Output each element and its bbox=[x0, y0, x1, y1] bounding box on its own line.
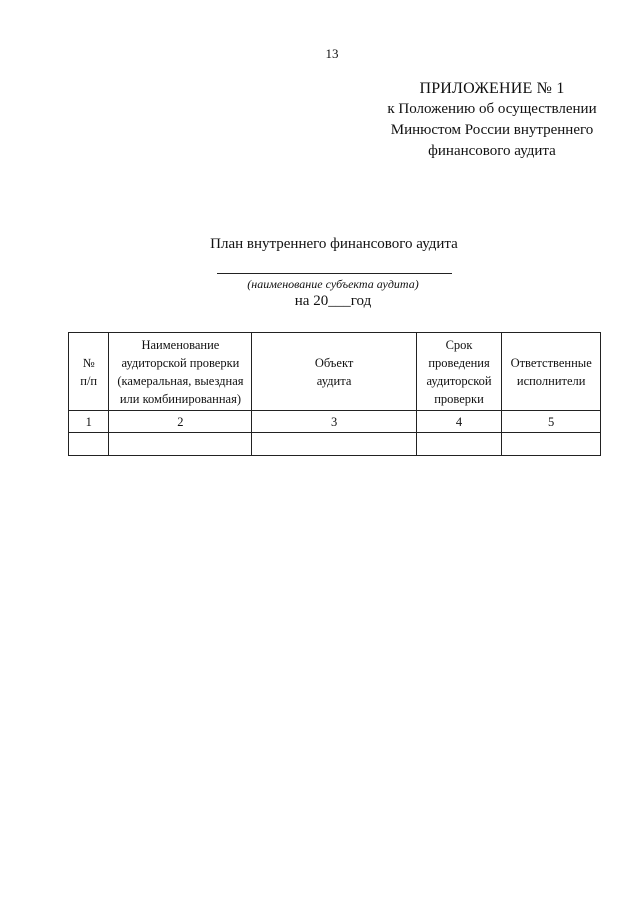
header-text: № bbox=[82, 355, 95, 370]
header-text: Ответственные bbox=[510, 355, 592, 370]
header-text: Срок bbox=[445, 337, 473, 352]
table-cell bbox=[69, 433, 109, 456]
header-text: аудиторской проверки bbox=[121, 355, 240, 370]
header-text: исполнители bbox=[516, 373, 586, 388]
header-cell-number bbox=[69, 333, 109, 411]
appendix-title: ПРИЛОЖЕНИЕ № 1 bbox=[419, 80, 565, 97]
header-text: Наименование bbox=[141, 337, 220, 352]
header-text: п/п bbox=[80, 373, 98, 388]
header-text: проверки bbox=[434, 391, 484, 406]
header-text: аудита bbox=[316, 373, 352, 388]
table-row-numbers bbox=[69, 411, 601, 433]
header-text: проведения bbox=[428, 355, 490, 370]
appendix-line: к Положению об осуществлении bbox=[387, 101, 597, 117]
header-text: аудиторской bbox=[426, 373, 492, 388]
column-number-cell: 3 bbox=[252, 411, 416, 433]
header-cell-audit-name bbox=[109, 333, 252, 411]
table-row-empty bbox=[69, 433, 601, 456]
page-number: 13 bbox=[325, 46, 339, 61]
table-header-row bbox=[69, 333, 601, 411]
subject-blank-line bbox=[217, 273, 452, 274]
header-text: (камеральная, выездная bbox=[117, 373, 244, 388]
audit-plan-table bbox=[68, 332, 601, 456]
column-number-cell: 5 bbox=[502, 411, 601, 433]
appendix-line: финансового аудита bbox=[428, 143, 556, 159]
header-cell-responsible bbox=[502, 333, 601, 411]
header-text: Объект bbox=[314, 355, 354, 370]
year-line: на 20___год bbox=[294, 293, 372, 309]
table-cell bbox=[109, 433, 252, 456]
table-cell bbox=[416, 433, 502, 456]
appendix-block bbox=[372, 78, 612, 162]
table-cell bbox=[252, 433, 416, 456]
column-number-cell: 1 bbox=[69, 411, 109, 433]
plan-title: План внутреннего финансового аудита bbox=[210, 236, 458, 252]
column-number-cell: 4 bbox=[416, 411, 502, 433]
header-cell-audit-object bbox=[252, 333, 416, 411]
column-number-cell: 2 bbox=[109, 411, 252, 433]
header-text: или комбинированная) bbox=[119, 391, 241, 406]
table-cell bbox=[502, 433, 601, 456]
header-cell-audit-term bbox=[416, 333, 502, 411]
appendix-line: Минюстом России внутреннего bbox=[390, 122, 594, 138]
subject-caption: (наименование субъекта аудита) bbox=[247, 277, 419, 291]
